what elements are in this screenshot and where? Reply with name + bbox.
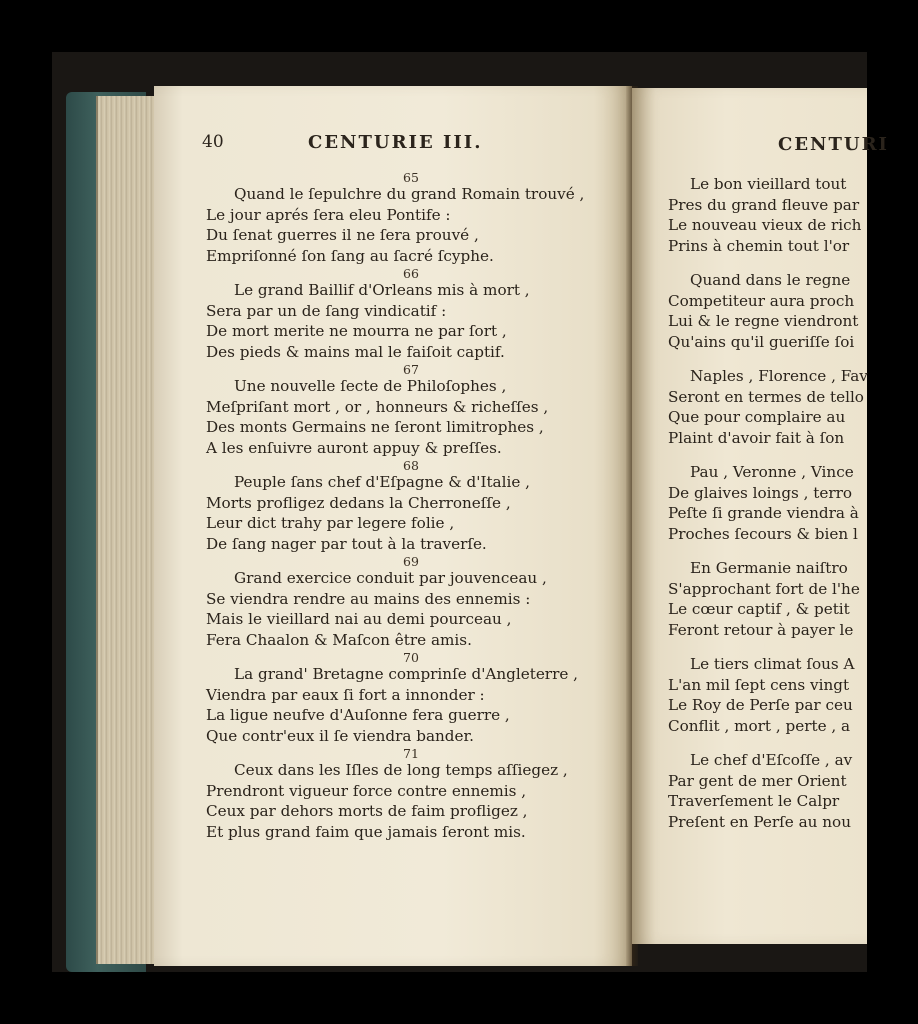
verse-line: L'an mil ſept cens vingt — [668, 675, 850, 694]
verse-line: Le jour aprés ſera eleu Pontife : — [206, 205, 451, 224]
verse-line: Pres du grand fleuve par — [668, 195, 860, 214]
quatrain-number: 66 — [403, 266, 419, 281]
verse-line: Ceux dans les Iſles de long temps aſſiegez , — [234, 761, 568, 779]
verse-line: Naples , Florence , Fav — [690, 367, 868, 385]
verse-line: Grand exercice conduit par jouvenceau , — [234, 569, 547, 587]
verse-line: Le grand Baillif d'Orleans mis à mort , — [234, 281, 530, 299]
left-text-block — [206, 170, 616, 842]
verse-line: Traverſement le Calpr — [668, 792, 840, 810]
verse-line: Le Roy de Perſe par ceu — [668, 696, 853, 714]
verse-line: Que contr'eux il ſe viendra bander. — [206, 726, 474, 745]
verse-line: Par gent de mer Orient — [668, 771, 847, 790]
stanza-gap — [668, 352, 898, 366]
verse-line: Fera Chaalon & Maſcon être amis. — [206, 630, 472, 649]
verse-line: Feront retour à payer le — [668, 620, 854, 639]
running-head-title: CENTURIE III. — [308, 132, 483, 153]
verse-line: Sera par un de ſang vindicatif : — [206, 301, 447, 320]
verse-line: En Germanie naiſtro — [690, 559, 848, 577]
stanza-gap — [668, 448, 898, 462]
verse-line: Le nouveau vieux de rich — [668, 216, 862, 234]
verse-line: Lui & le regne viendront — [668, 312, 859, 330]
stanza-gap — [668, 640, 898, 654]
verse-line: Que pour complaire au — [668, 408, 846, 426]
verse-line: Et plus grand faim que jamais ſeront mis. — [206, 822, 526, 841]
verse-line: La grand' Bretagne comprinſe d'Angleterre , — [234, 665, 578, 683]
verse-line: Pau , Veronne , Vince — [690, 463, 854, 481]
verse-line: Des monts Germains ne ſeront limitrophes , — [206, 418, 544, 436]
verse-line: La ligue neufve d'Auſonne fera guerre , — [206, 706, 510, 724]
stanza-gap — [668, 256, 898, 270]
verse-line: Viendra par eaux ſi fort a innonder : — [206, 685, 485, 704]
verse-line: De glaives loings , terro — [668, 483, 853, 502]
stanza-gap — [668, 544, 898, 558]
verse-line: Une nouvelle ſecte de Philoſophes , — [234, 377, 507, 395]
quatrain-number: 69 — [403, 554, 419, 569]
verse-line: Peuple ſans chef d'Eſpagne & d'Italie , — [234, 473, 530, 491]
verse-line: Leur dict trahy par legere folie , — [206, 514, 455, 532]
verse-line: De ſang nager par tout à la traverſe. — [206, 534, 487, 553]
verse-line: Meſpriſant mort , or , honneurs & richeſſes , — [206, 397, 549, 416]
quatrain-number: 71 — [403, 746, 419, 761]
verse-line: De mort merite ne mourra ne par ſort , — [206, 322, 507, 340]
verse-line: Quand le ſepulchre du grand Romain trouvé , — [234, 185, 585, 203]
verse-line: Competiteur aura proch — [668, 291, 855, 310]
stanza-gap — [668, 736, 898, 750]
verse-line: Du ſenat guerres il ne ſera prouvé , — [206, 226, 479, 244]
verse-line: Morts profligez dedans la Cherroneſſe , — [206, 493, 511, 512]
left-page — [154, 86, 632, 966]
right-text-block — [668, 174, 898, 832]
verse-line: Le bon vieillard tout — [690, 175, 847, 193]
verse-line: Le cœur captif , & petit — [668, 600, 850, 618]
verse-line: Ceux par dehors morts de faim profligez , — [206, 802, 528, 820]
verse-line: Plaint d'avoir fait à ſon — [668, 428, 845, 447]
quatrain-number: 67 — [403, 362, 419, 377]
quatrain-number: 65 — [403, 170, 419, 185]
verse-line: S'approchant fort de l'he — [668, 579, 860, 598]
page-number: 40 — [202, 132, 224, 152]
page-edges — [96, 96, 160, 964]
right-running-head: CENTURI — [778, 134, 889, 155]
quatrain-number: 70 — [403, 650, 419, 665]
verse-line: Peſte ſi grande viendra à — [668, 504, 859, 522]
verse-line: Prendront vigueur force contre ennemis , — [206, 781, 527, 800]
verse-line: Le tiers climat ſous A — [690, 655, 855, 673]
verse-line: Preſent en Perſe au nou — [668, 812, 851, 831]
verse-line: Quand dans le regne — [690, 271, 851, 289]
verse-line: Mais le vieillard nai au demi pourceau , — [206, 610, 512, 628]
verse-line: Le chef d'Eſcoſſe , av — [690, 751, 853, 769]
verse-line: Des pieds & mains mal le faiſoit captif. — [206, 342, 505, 361]
verse-line: Se viendra rendre au mains des ennemis : — [206, 589, 531, 608]
verse-line: Proches ſecours & bien l — [668, 524, 858, 543]
verse-line: A les enſuivre auront appuy & preſſes. — [206, 438, 502, 457]
quatrain-number: 68 — [403, 458, 419, 473]
verse-line: Empriſonné ſon ſang au ſacré ſcyphe. — [206, 246, 494, 265]
verse-line: Conflit , mort , perte , a — [668, 716, 851, 735]
verse-line: Qu'ains qu'il gueriſſe ſoi — [668, 332, 855, 351]
right-page — [632, 88, 889, 944]
book-photo — [52, 52, 889, 972]
verse-line: Seront en termes de tello — [668, 387, 864, 406]
verse-line: Prins à chemin tout l'or — [668, 236, 850, 255]
